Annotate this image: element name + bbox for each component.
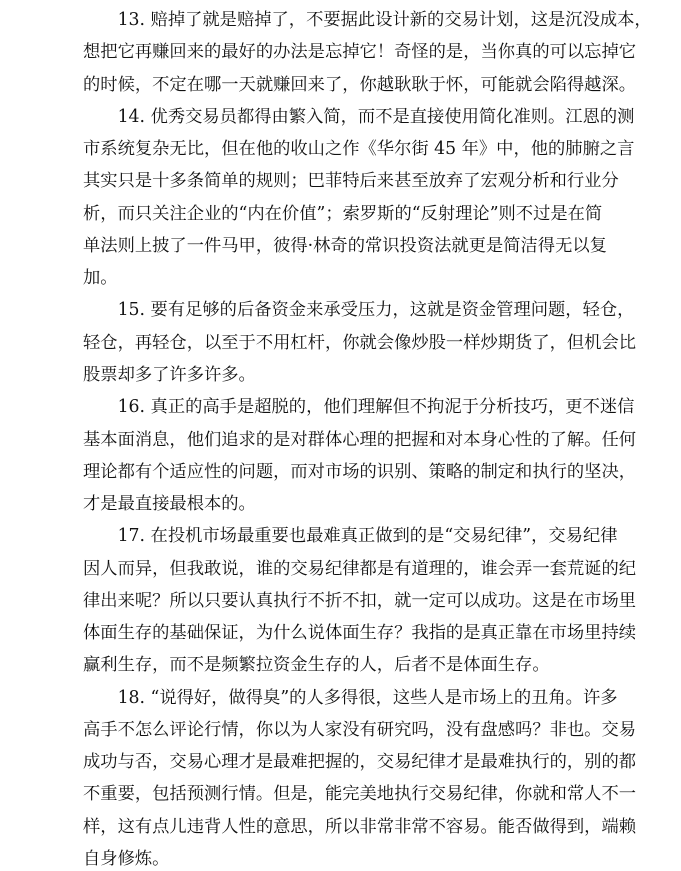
paragraph-line: 16. 真正的高手是超脱的，他们理解但不拘泥于分析技巧，更不迷信	[83, 397, 635, 417]
paragraph-line: 析，而只关注企业的“内在价值”；索罗斯的“反射理论”则不过是在简	[83, 204, 603, 224]
paragraph-line: 的时候，不定在哪一天就赚回来了，你越耿耿于怀，可能就会陷得越深。	[83, 75, 637, 95]
paragraph-line: 理论都有个适应性的问题，而对市场的识别、策略的制定和执行的坚决，	[83, 462, 637, 482]
paragraph-line: 自身修炼。	[83, 849, 170, 869]
paragraph-line: 律出来呢？所以只要认真执行不折不扣，就一定可以成功。这是在市场里	[83, 591, 637, 611]
paragraph-line: 因人而异，但我敢说，谁的交易纪律都是有道理的，谁会弄一套荒诞的纪	[83, 559, 637, 579]
paragraph-line: 赢利生存，而不是频繁拉资金生存的人，后者不是体面生存。	[83, 655, 550, 675]
paragraph-line: 才是最直接最根本的。	[83, 494, 256, 514]
paragraph-line: 高手不怎么评论行情，你以为人家没有研究吗，没有盘感吗？非也。交易	[83, 720, 637, 740]
paragraph-line: 想把它再赚回来的最好的办法是忘掉它！奇怪的是，当你真的可以忘掉它	[83, 42, 637, 62]
paragraph-line: 股票却多了许多许多。	[83, 365, 256, 385]
paragraph-line: 17. 在投机市场最重要也最难真正做到的是“交易纪律”，交易纪律	[83, 526, 618, 546]
paragraph-line: 15. 要有足够的后备资金来承受压力，这就是资金管理问题，轻仓，	[83, 300, 635, 320]
paragraph-line: 18. “说得好，做得臭”的人多得很，这些人是市场上的丑角。许多	[83, 688, 618, 708]
paragraph-line: 成功与否，交易心理才是最难把握的，交易纪律才是最难执行的，别的都	[83, 752, 637, 772]
paragraph-line: 不重要，包括预测行情。但是，能完美地执行交易纪律，你就和常人不一	[83, 784, 637, 804]
paragraph-line: 轻仓，再轻仓，以至于不用杠杆，你就会像炒股一样炒期货了，但机会比	[83, 333, 637, 353]
paragraph-line: 13. 赔掉了就是赔掉了，不要据此设计新的交易计划，这是沉没成本，	[83, 10, 652, 30]
paragraph-line: 基本面消息，他们追求的是对群体心理的把握和对本身心性的了解。任何	[83, 430, 637, 450]
paragraph-line: 其实只是十多条简单的规则；巴菲特后来甚至放弃了宏观分析和行业分	[83, 171, 619, 191]
paragraph-line: 单法则上披了一件马甲，彼得·林奇的常识投资法就更是简洁得无以复	[83, 236, 607, 256]
paragraph-line: 样，这有点儿违背人性的意思，所以非常非常不容易。能否做得到，端赖	[83, 817, 637, 837]
paragraph-line: 14. 优秀交易员都得由繁入简，而不是直接使用简化准则。江恩的测	[83, 107, 635, 127]
paragraph-line: 加。	[83, 268, 118, 288]
paragraph-line: 体面生存的基础保证，为什么说体面生存？我指的是真正靠在市场里持续	[83, 623, 637, 643]
paragraph-line: 市系统复杂无比，但在他的收山之作《华尔街 45 年》中，他的肺腑之言	[83, 139, 635, 159]
